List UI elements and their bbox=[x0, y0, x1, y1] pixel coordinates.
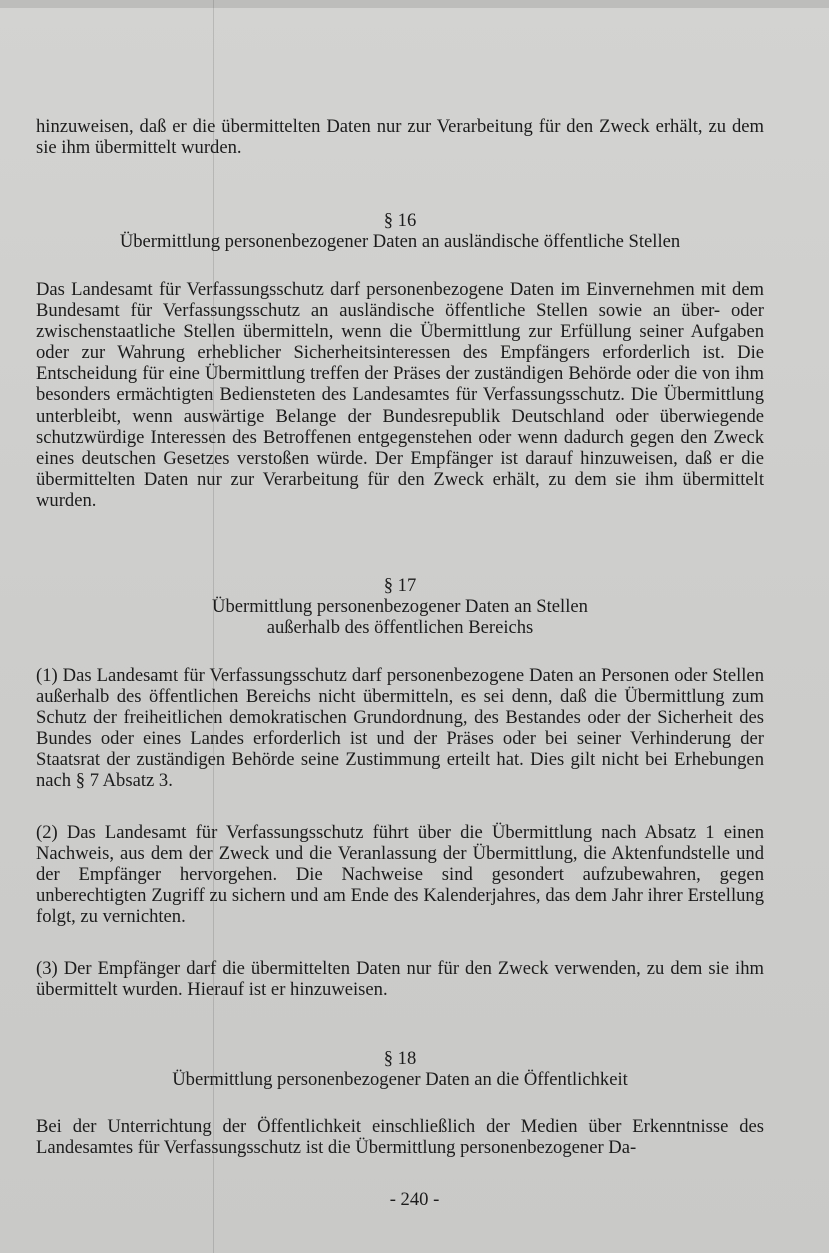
section-17-title-line1: Übermittlung personenbezogener Daten an Stellen bbox=[212, 596, 588, 617]
section-16-number: § 16 bbox=[383, 210, 417, 231]
section-17-heading bbox=[36, 575, 764, 638]
section-17-title-line2: außerhalb des öffentlichen Bereichs bbox=[266, 617, 534, 638]
section-17-number: § 17 bbox=[383, 575, 417, 596]
section-17-paragraph-2: (2) Das Landesamt für Verfassungsschutz führt über die Übermittlung nach Absatz 1 einen Nachweis, aus dem der Zweck und die Veranlassung der Übermittlung, die Aktenfundstelle und der Empfänger hervorgehen. Die Nachweise sind gesondert aufzubewahren, gegen unberechtigten Zugriff zu sichern und am Ende des Kalenderjahres, das dem Jahr ihrer Erstellung folgt, zu vernichten. bbox=[36, 822, 764, 928]
page-number: - 240 - bbox=[389, 1189, 440, 1210]
section-16-title: Übermittlung personenbezogener Daten an ausländische öffentliche Stellen bbox=[119, 231, 681, 252]
section-16-body: Das Landesamt für Verfassungsschutz darf personenbezogene Daten im Einvernehmen mit dem Bundesamt für Verfassungsschutz an ausländische öffentliche Stellen sowie an über- oder zwischenstaatliche Stellen übermitteln, wenn die Übermittlung zur Erfüllung seiner Aufgaben oder zur Wahrung erheblicher Sicherheitsinteressen des Empfängers erforderlich ist. Die Entscheidung für eine Übermittlung treffen der Präses der zuständigen Behörde oder die von ihm besonders ermächtigten Bediensteten des Landesamtes für Verfassungsschutz. Die Übermittlung unterbleibt, wenn auswärtige Belange der Bundesrepublik Deutschland oder überwiegende schutzwürdige Interessen des Betroffenen entgegenstehen oder wenn dadurch gegen den Zweck eines deutschen Gesetzes verstoßen würde. Der Empfänger ist darauf hinzuweisen, daß er die übermittelten Daten nur zur Verarbeitung für den Zweck erhält, zu dem sie ihm übermittelt wurden. bbox=[36, 279, 764, 511]
section-18-body: Bei der Unterrichtung der Öffentlichkeit einschließlich der Medien über Erkenntnisse des Landesamtes für Verfassungsschutz ist die Übermittlung personenbezogener Da- bbox=[36, 1116, 764, 1159]
section-17-paragraph-3: (3) Der Empfänger darf die übermittelten Daten nur für den Zweck verwenden, zu dem sie ihm übermittelt wurden. Hierauf ist er hinzuweisen. bbox=[36, 958, 764, 1001]
section-18-heading bbox=[36, 1048, 764, 1090]
section-16-heading bbox=[36, 210, 764, 252]
section-18-number: § 18 bbox=[383, 1048, 417, 1069]
section-18-title: Übermittlung personenbezogener Daten an die Öffentlichkeit bbox=[172, 1069, 628, 1090]
intro-paragraph: hinzuweisen, daß er die übermittelten Daten nur zur Verarbeitung für den Zweck erhält, zu dem sie ihm übermittelt wurden. bbox=[36, 116, 764, 159]
scan-top-edge bbox=[0, 0, 829, 8]
section-17-paragraph-1: (1) Das Landesamt für Verfassungsschutz darf personenbezogene Daten an Personen oder Stellen außerhalb des öffentlichen Bereichs nicht übermitteln, es sei denn, daß die Übermittlung zum Schutz der freiheitlichen demokratischen Grundordnung, des Bestandes oder der Sicherheit des Bundes oder eines Landes erforderlich ist und der Präses oder bei seiner Verhinderung der Staatsrat der zuständigen Behörde seine Zustimmung erteilt hat. Dies gilt nicht bei Erhebungen nach § 7 Absatz 3. bbox=[36, 665, 764, 792]
